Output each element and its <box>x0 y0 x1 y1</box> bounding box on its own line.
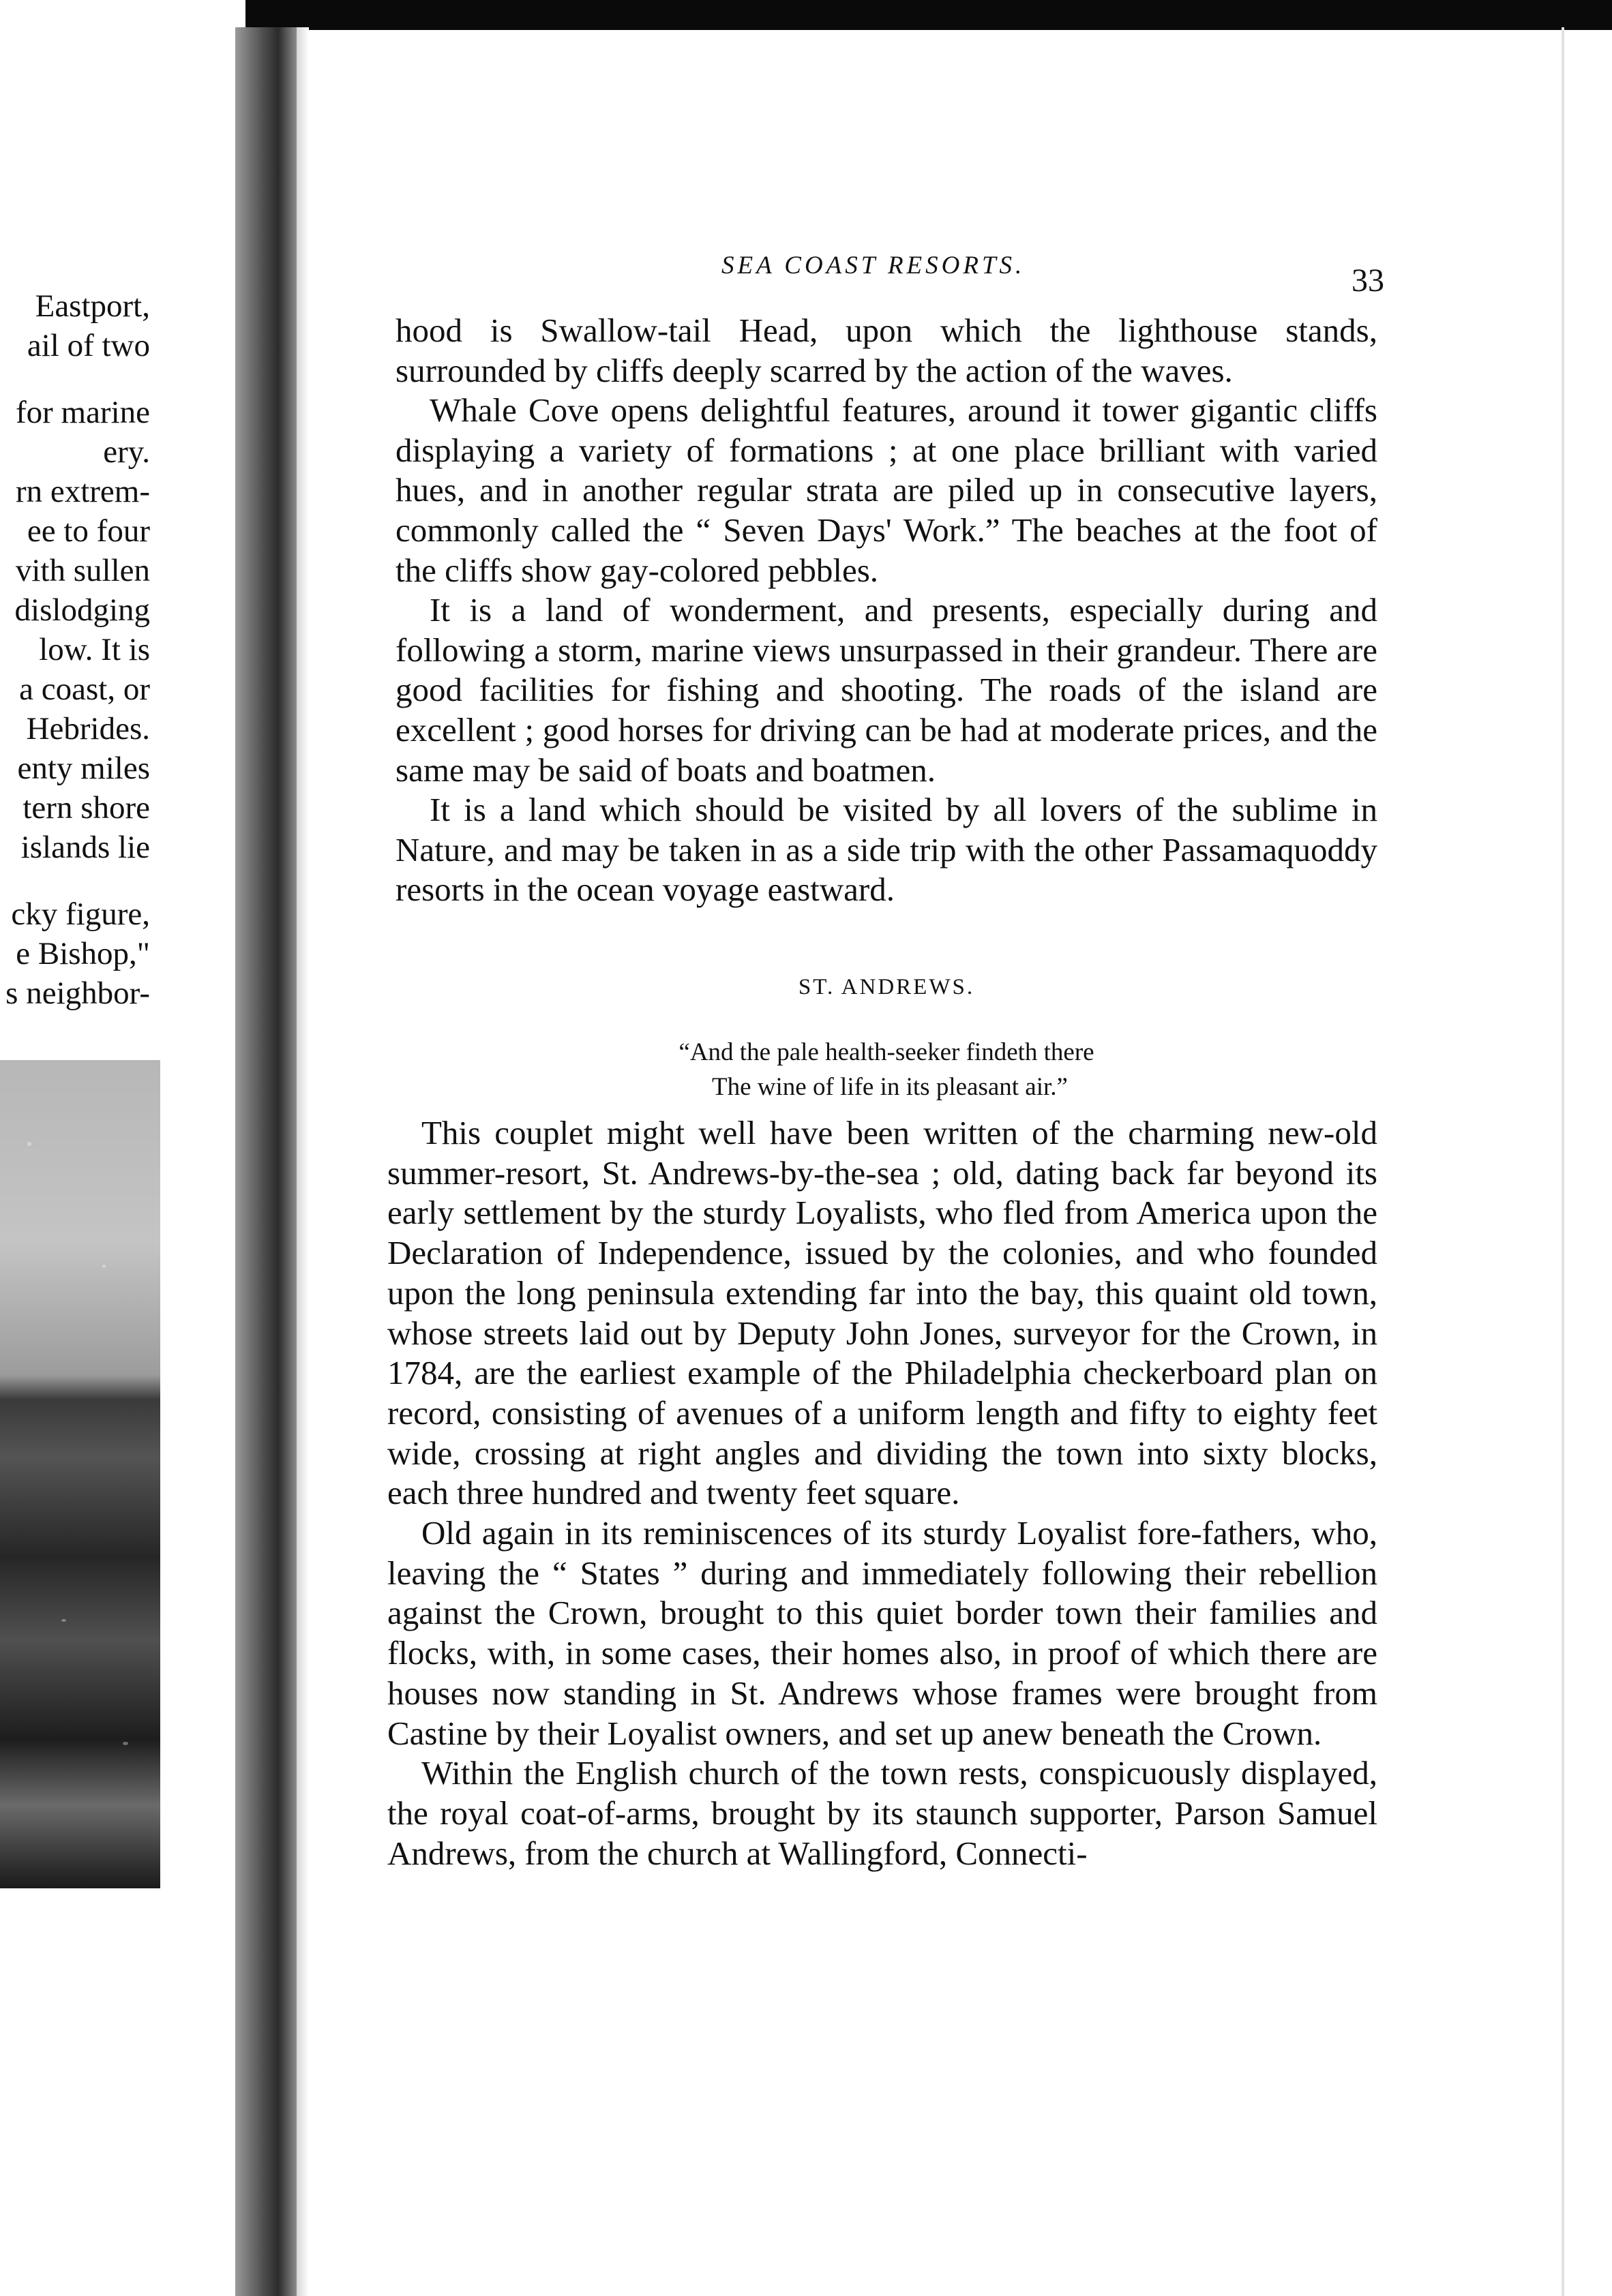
facing-line: for marine <box>15 395 150 430</box>
paragraph: Within the English church of the town rests, conspicuously displayed, the royal coat-of-arms, brought by its staunch supporter, Parson Samuel Andrews, from the church at Wallingford, Connecti- <box>387 1754 1377 1872</box>
facing-line: ail of two <box>27 328 150 363</box>
paragraph: It is a land of wonderment, and presents, especially during and following a storm, marine views unsurpassed in their grandeur. There are good facilities for fishing and shooting. The roads of the island are excellent ; good horses for driving can be had at moderate prices, and the same may be said of boats and boatmen. <box>395 591 1377 789</box>
paragraph: It is a land which should be visited by all lovers of the sublime in Nature, and may be taken in as a side trip with the other Passamaquoddy resorts in the ocean voyage eastward. <box>395 791 1377 909</box>
facing-line: islands lie <box>20 830 150 865</box>
facing-line: ery. <box>103 434 150 470</box>
book-gutter <box>235 27 297 2296</box>
facing-line: e Bishop," <box>16 936 150 971</box>
facing-line: vith sullen <box>15 553 150 588</box>
paragraph: Old again in its reminiscences of its sturdy Loyalist fore-fathers, who, leaving the “ States ” during and immediately following their rebellion against the Crown, brought to this quiet border town their families and flocks, with, in some cases, their homes also, in proof of which there are houses now standing in St. Andrews whose frames were brought from Castine by their Loyalist owners, and set up anew beneath the Crown. <box>387 1514 1377 1752</box>
section-heading: ST. ANDREWS. <box>798 975 975 999</box>
facing-line: ee to four <box>27 513 150 549</box>
epigraph-line: The wine of life in its pleasant air.” <box>712 1073 1068 1101</box>
epigraph <box>395 1035 1377 1104</box>
facing-line: rn extrem- <box>15 474 150 509</box>
facing-line: enty miles <box>17 751 150 786</box>
seascape-photograph <box>0 1060 160 1888</box>
section-1-text <box>395 311 1377 910</box>
facing-line: Hebrides. <box>26 711 150 746</box>
page-number: 33 <box>1352 262 1384 299</box>
facing-page <box>0 0 245 2296</box>
facing-line: dislodging <box>14 592 150 628</box>
gutter-highlight <box>297 27 309 2296</box>
facing-line: cky figure, <box>11 896 150 932</box>
facing-line: Eastport, <box>35 288 150 324</box>
paragraph: This couplet might well have been written of the charming new-old summer-resort, St. Andrews-by-the-sea ; old, dating back far beyond its early settlement by the sturdy Loyalists, who fled from America upon the Declaration of Independence, issued by the colonies, and who founded upon the long peninsula extending far into the bay, this quaint old town, whose streets laid out by Deputy John Jones, surveyor for the Crown, in 1784, are the earliest example of the Philadelphia checkerboard plan on record, consisting of avenues of a uniform length and fifty to eighty feet wide, crossing at right angles and dividing the town into sixty blocks, each three hundred and twenty feet square. <box>387 1114 1377 1512</box>
running-head: SEA COAST RESORTS. <box>721 252 1026 280</box>
page-edge <box>1562 27 1564 2296</box>
paragraph: hood is Swallow-tail Head, upon which the lighthouse stands, surrounded by cliffs deeply scarred by the action of the waves. <box>395 312 1377 389</box>
facing-page-text <box>0 286 150 1013</box>
facing-line: tern shore <box>23 790 150 826</box>
epigraph-line: “And the pale health-seeker findeth there <box>678 1038 1094 1066</box>
facing-line: s neighbor- <box>5 976 150 1011</box>
section-2-text <box>387 1113 1377 1873</box>
paragraph: Whale Cove opens delightful features, around it tower gigantic cliffs displaying a variety of formations ; at one place brilliant with varied hues, and in another regular strata are piled up in consecutive layers, commonly called the “ Seven Days' Work.” The beaches at the foot of the cliffs show gay-colored pebbles. <box>395 391 1377 589</box>
facing-line: a coast, or <box>19 671 150 707</box>
facing-line: low. It is <box>39 632 150 667</box>
